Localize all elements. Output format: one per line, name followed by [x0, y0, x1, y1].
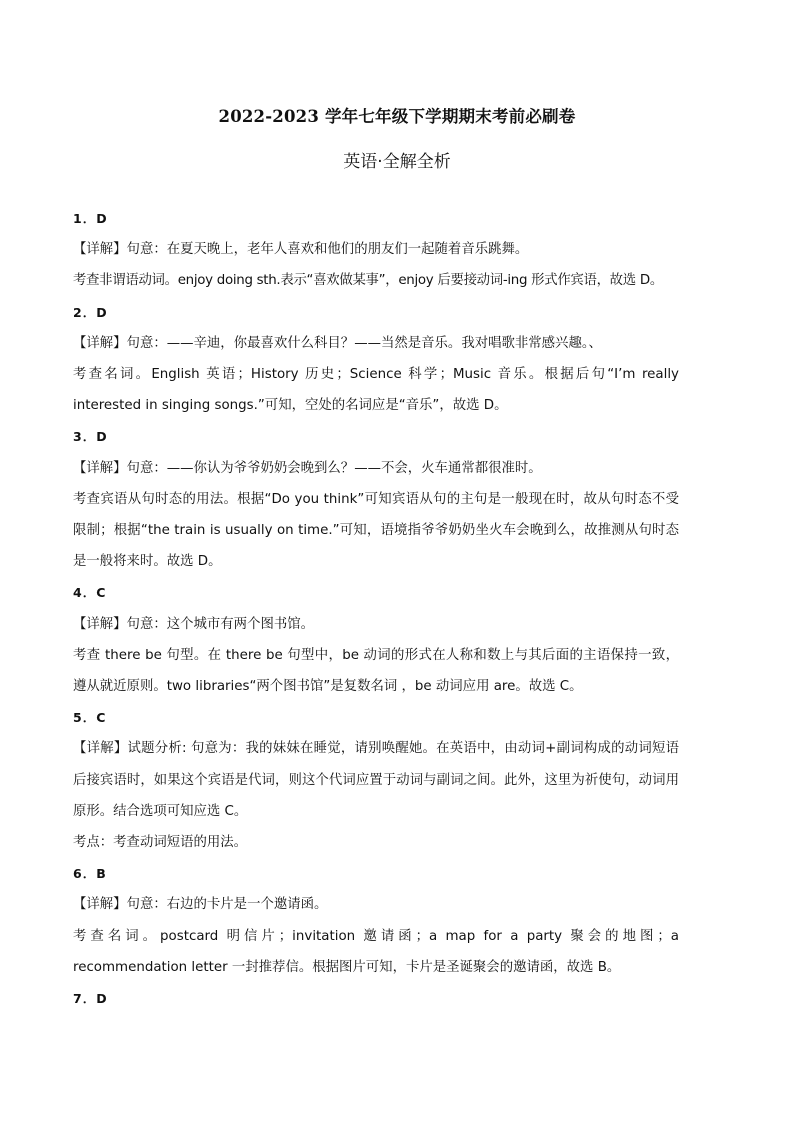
answer-list	[73, 203, 679, 1014]
answer-detail: 【详解】句意：在夏天晚上，老年人喜欢和他们的朋友们一起随着音乐跳舞。	[73, 242, 529, 258]
answer-analysis: 考查非谓语动词。enjoy doing sth.表示“喜欢做某事”，enjoy 后要接动词-ing 形式作宾语，故选 D。	[73, 273, 663, 289]
document-title: 2022-2023 学年七年级下学期期末考前必刷卷	[218, 107, 576, 126]
question-number: 1．D	[73, 211, 108, 226]
question-number: 6．B	[73, 866, 107, 882]
answer-analysis: 考查 there be 句型。在 there be 句型中，be 动词的形式在人称和数上与其后面的主语保持一致，遵从就近原则。two libraries“两个图书馆”是复数名词 ，be 动词应用 are。故选 C。	[73, 647, 679, 695]
answer-item-4	[73, 577, 679, 702]
answer-item-6	[73, 858, 679, 983]
question-number: 7．D	[73, 991, 108, 1007]
answer-item-2	[73, 297, 679, 422]
answer-detail: 【详解】句意：右边的卡片是一个邀请函。	[73, 897, 328, 913]
answer-item-5	[73, 702, 679, 858]
answer-item-1	[73, 203, 679, 297]
answer-detail: 【详解】试题分析: 句意为：我的妹妹在睡觉，请别唤醒她。在英语中，由动词+副词构成的动词短语后接宾语时，如果这个宾语是代词，则这个代词应置于动词与副词之间。此外，这里为祈使句，动词用原形。结合选项可知应选 C。	[73, 741, 679, 819]
answer-analysis: 考查宾语从句时态的用法。根据“Do you think”可知宾语从句的主句是一般现在时，故从句时态不受限制；根据“the train is usually on time.”可知，语境指爷爷奶奶坐火车会晚到么，故推测从句时态是一般将来时。故选 D。	[73, 491, 679, 570]
question-number: 5．C	[73, 710, 107, 726]
answer-detail: 【详解】句意：——你认为爷爷奶奶会晚到么？——不会，火车通常都很准时。	[73, 460, 542, 476]
question-number: 2．D	[73, 304, 108, 320]
answer-item-3	[73, 421, 679, 577]
answer-item-7	[73, 983, 679, 1014]
document-subtitle: 英语·全解全析	[343, 152, 451, 172]
answer-detail: 【详解】句意：这个城市有两个图书馆。	[73, 616, 315, 632]
answer-analysis: 考查名词。English 英语；History 历史；Science 科学；Music 音乐。根据后句“I’m really interested in singing songs.”可知，空处的名词应是“音乐”，故选 D。	[73, 367, 679, 414]
answer-detail: 【详解】句意：——辛迪，你最喜欢什么科目？——当然是音乐。我对唱歌非常感兴趣。、	[73, 335, 602, 351]
answer-analysis: 考查名词。postcard 明信片；invitation 邀请函；a map for a party 聚会的地图；a recommendation letter 一封推荐信。根据图片可知，卡片是圣诞聚会的邀请函，故选 B。	[73, 928, 679, 975]
answer-analysis: 考点：考查动词短语的用法。	[73, 835, 248, 851]
question-number: 3．D	[73, 429, 108, 445]
question-number: 4．C	[73, 585, 107, 601]
